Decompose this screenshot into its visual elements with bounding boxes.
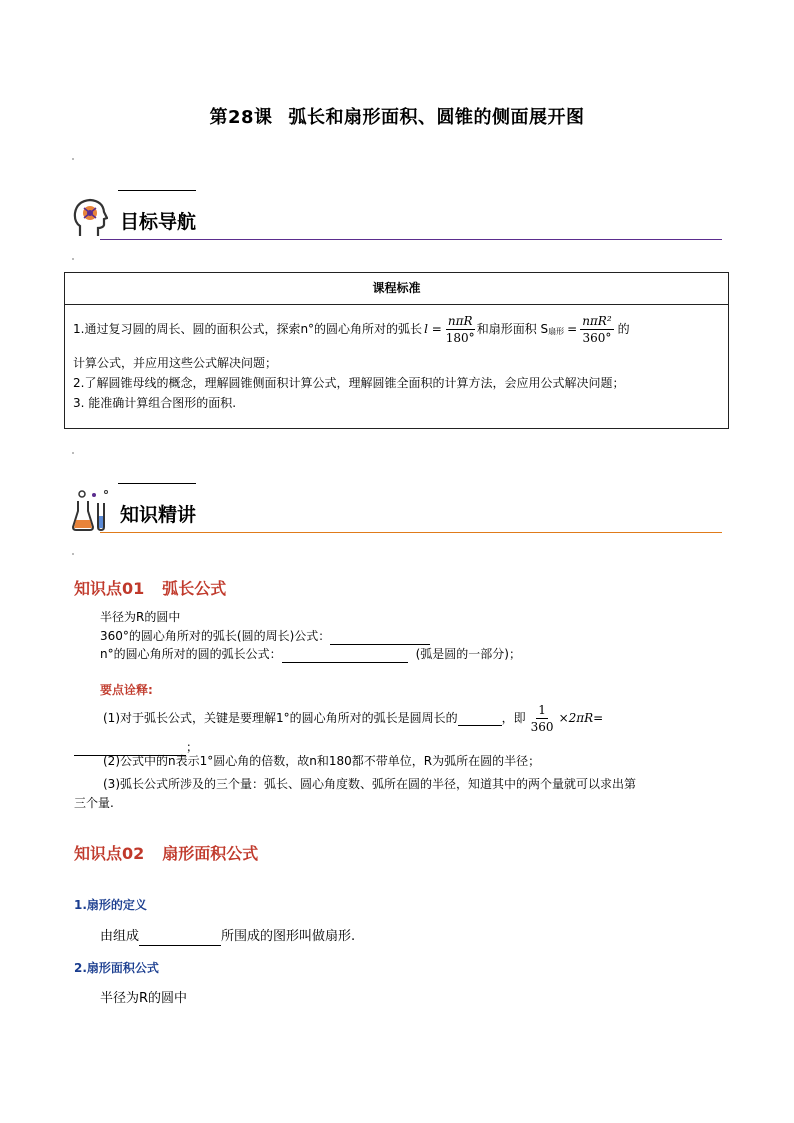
section-header-knowledge (72, 483, 722, 533)
note-3: (3)弧长公式所涉及的三个量：弧长、圆心角度数、弧所在圆的半径，知道其中的两个量就可以求出第 (103, 777, 637, 791)
standards-body (65, 305, 728, 419)
head-brain-icon (72, 196, 108, 238)
marker-dot (72, 452, 74, 454)
standard-item-1-cont: 计算公式，并应用这些公式解决问题； (73, 356, 278, 370)
kp1-line-2: 360°的圆心角所对的弧长(圆的周长)公式： (100, 627, 430, 645)
note-1-cont: ； (74, 738, 198, 756)
kp2-line-last: 半径为R的圆中 (100, 991, 188, 1006)
sector-definition-heading: 1.扇形的定义 (74, 898, 147, 912)
sector-definition: 由组成 所围成的图形叫做扇形. (100, 929, 356, 944)
sector-area-heading: 2.扇形面积公式 (74, 961, 159, 975)
marker-dot (72, 158, 74, 160)
lesson-title: 弧长和扇形面积、圆锥的侧面展开图 (288, 107, 585, 128)
standards-header: 课程标准 (65, 273, 728, 305)
knowledge-point-2-heading: 知识点02 扇形面积公式 (74, 844, 259, 863)
answer-blank (330, 630, 430, 645)
note-2: (2)公式中的n表示1°圆心角的倍数，故n和180都不带单位，R为弧所在圆的半径； (103, 754, 541, 768)
answer-blank (282, 648, 408, 663)
arc-length-fraction: $\frac{\text{nπR}}{180^\circ}$ (445, 313, 475, 345)
header-top-line (118, 190, 196, 191)
note-1: (1)对于弧长公式，关键是要理解1°的圆心角所对的弧长是圆周长的 ，即 $\frac{1}{360}$ ×2πR= (103, 702, 604, 734)
kp1-line-3: n°的圆心角所对的圆的弧长公式： (弧是圆的一部分)； (100, 647, 521, 661)
kp1-line-1: 半径为R的圆中 (100, 610, 181, 624)
answer-blank (139, 931, 221, 946)
page-title (0, 103, 794, 129)
arc-length-symbol: l = (424, 322, 442, 336)
section-header-goals (72, 190, 722, 240)
key-notes-heading: 要点诠释: (100, 683, 153, 697)
note-3-cont: 三个量. (74, 796, 114, 810)
standard-item-3: 3. 能准确计算组合图形的面积. (73, 396, 237, 410)
answer-blank (458, 711, 502, 726)
lesson-number: 第28课 (209, 107, 273, 128)
marker-dot (72, 258, 74, 260)
one-over-360-fraction: $\frac{1}{360}$ (530, 702, 554, 734)
standard-item-1: 1.通过复习圆的周长、圆的面积公式，探索n°的圆心角所对的弧长 l = $\frac{\text{nπR}}{180^\circ}$ 和扇形面积 S 扇形 = $\frac{\text{nπR²}}{360^\circ}$ 的 (73, 313, 630, 345)
section-divider (100, 239, 722, 240)
standard-item-2: 2.了解圆锥母线的概念，理解圆锥侧面积计算公式，理解圆锥全面积的计算方法，会应用公式解决问题； (73, 376, 625, 390)
knowledge-point-1-heading: 知识点01 弧长公式 (74, 579, 227, 598)
sector-area-fraction: $\frac{\text{nπR²}}{360^\circ}$ (582, 313, 612, 345)
lab-flask-icon (72, 489, 108, 531)
header-top-line (118, 483, 196, 484)
standards-table (64, 272, 729, 429)
section-divider (100, 532, 722, 533)
sector-subscript: 扇形 (548, 327, 565, 336)
section-title: 目标导航 (120, 211, 197, 233)
section-title: 知识精讲 (120, 504, 197, 526)
marker-dot (72, 553, 74, 555)
